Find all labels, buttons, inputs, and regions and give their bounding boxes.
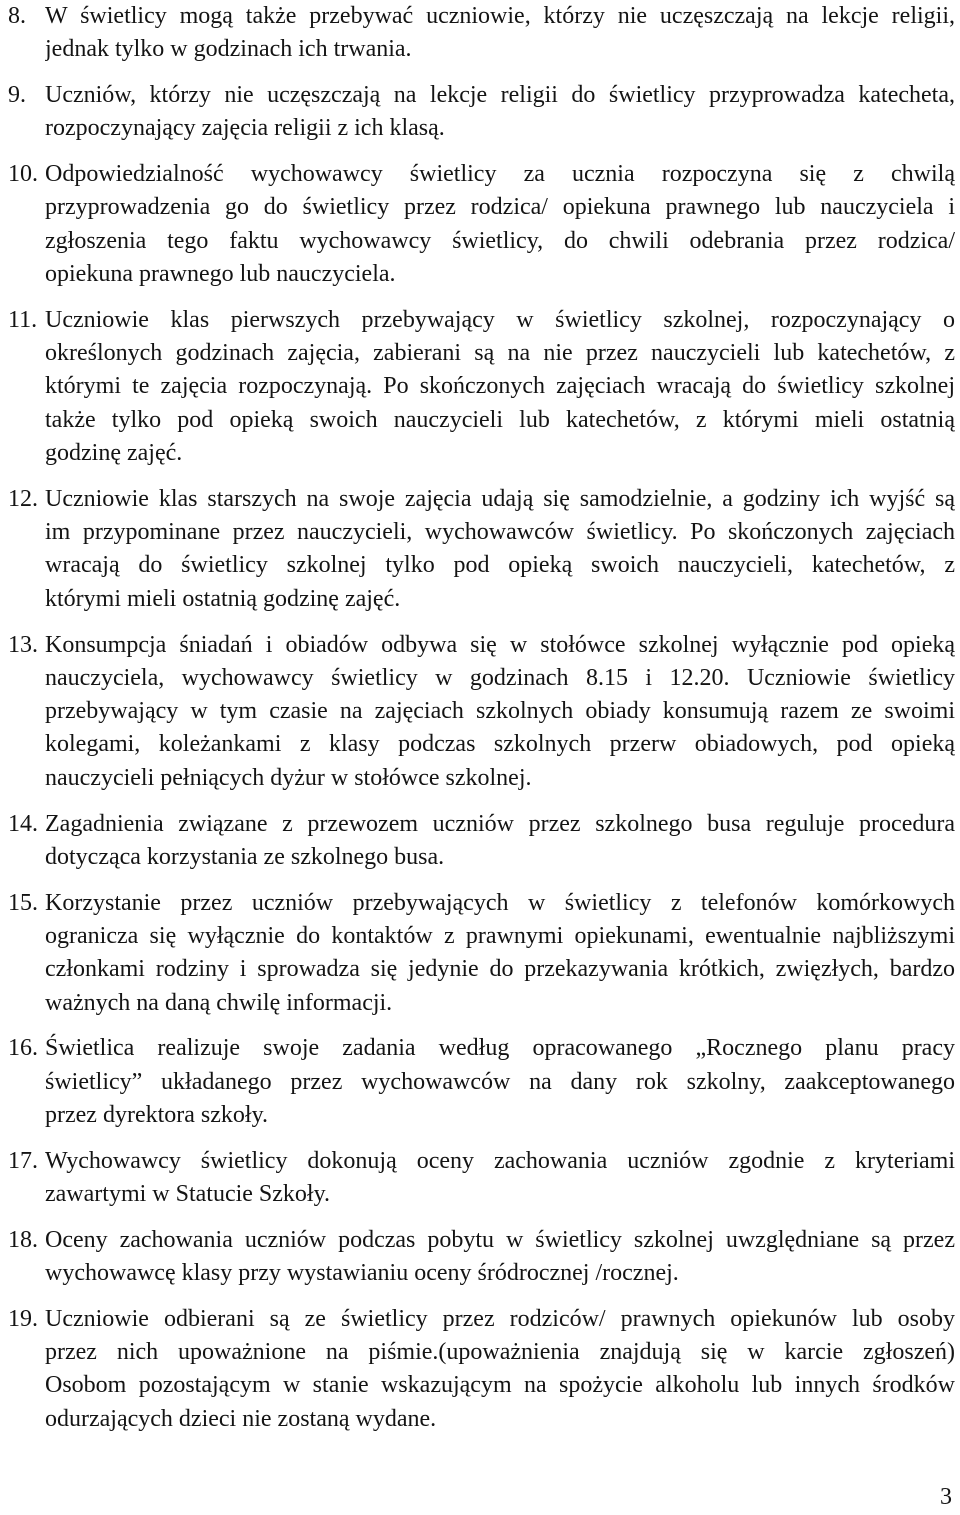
item-text-line: Wychowawcy świetlicy dokonują oceny zachowania uczniów zgodnie z kryteriami: [45, 1147, 955, 1174]
list-item-14: [0, 808, 960, 875]
item-text: [45, 629, 955, 795]
item-text: [45, 808, 955, 875]
item-text-line: przyprowadzenia go do świetlicy przez rodzica/ opiekuna prawnego lub nauczyciela i: [45, 194, 955, 221]
item-text-line: Uczniowie klas pierwszych przebywający w świetlicy szkolnej, rozpoczynający o: [45, 306, 955, 333]
item-text: [45, 1145, 955, 1212]
item-text-line: przebywający w tym czasie na zajęciach szkolnych obiady konsumują razem ze swoimi: [45, 698, 955, 725]
item-text-line: zawartymi w Statucie Szkoły.: [45, 1181, 331, 1207]
list-item-9: [0, 79, 960, 146]
item-text-line: godzinę zajęć.: [45, 440, 183, 467]
list-item-16: [0, 1032, 960, 1132]
item-text: [45, 304, 955, 470]
item-number: 15.: [8, 889, 38, 916]
item-number: 10.: [8, 161, 38, 188]
list-item-12: [0, 483, 960, 616]
item-text-line: im przypominane przez nauczycieli, wychowawców świetlicy. Po skończonych zajęciach: [45, 519, 955, 546]
item-text-line: zgłoszenia tego faktu wychowawcy świetlicy, do chwili odebrania przez rodzica/: [45, 227, 955, 254]
item-text-line: także tylko pod opieką swoich nauczycieli lub katechetów, z którymi mieli ostatnią: [45, 406, 955, 433]
list-item-13: [0, 629, 960, 795]
list-item-15: [0, 887, 960, 1020]
item-text-line: nauczyciela, wychowawcy świetlicy w godzinach 8.15 i 12.20. Uczniowie świetlicy: [45, 664, 955, 691]
item-text-line: W świetlicy mogą także przebywać uczniowie, którzy nie uczęszczają na lekcje religii,: [45, 3, 955, 29]
item-number: 9.: [8, 82, 26, 109]
item-text: [45, 158, 955, 291]
item-text-line: Konsumpcja śniadań i obiadów odbywa się w stołówce szkolnej wyłącznie pod opieką: [45, 631, 955, 658]
item-text: [45, 483, 955, 616]
item-text-line: którymi mieli ostatnią godzinę zajęć.: [45, 585, 401, 612]
item-text: [45, 1032, 955, 1132]
item-text-line: jednak tylko w godzinach ich trwania.: [45, 36, 412, 63]
item-text-line: nauczycieli pełniących dyżur w stołówce szkolnej.: [45, 764, 532, 791]
page-number: 3: [940, 1484, 952, 1510]
item-text-line: Uczniowie odbierani są ze świetlicy przez rodziców/ prawnych opiekunów lub osoby: [45, 1305, 955, 1332]
item-text-line: Odpowiedzialność wychowawcy świetlicy za ucznia rozpoczyna się z chwilą: [45, 161, 955, 188]
item-text: [45, 1303, 955, 1436]
item-text-line: którymi te zajęcia rozpoczynają. Po skończonych zajęciach wracają do świetlicy szkolnej: [45, 373, 955, 400]
item-text-line: Oceny zachowania uczniów podczas pobytu w świetlicy szkolnej uwzględniane są przez: [45, 1226, 955, 1253]
item-text: [45, 79, 955, 146]
item-number: 8.: [8, 3, 26, 29]
item-text-line: Korzystanie przez uczniów przebywających w świetlicy z telefonów komórkowych: [45, 889, 955, 916]
item-text-line: świetlicy” układanego przez wychowawców na dany rok szkolny, zaakceptowanego: [45, 1068, 955, 1095]
item-text-line: kolegami, koleżankami z klasy podczas szkolnych przerw obiadowych, pod opieką: [45, 731, 955, 758]
item-text-line: ogranicza się wyłącznie do kontaktów z prawnymi opiekunami, ewentualnie najbliższymi: [45, 922, 955, 949]
item-number: 14.: [8, 810, 38, 837]
item-text-line: przez nich upoważnione na piśmie.(upoważnienia znajdują się w karcie zgłoszeń): [45, 1339, 955, 1366]
item-text-line: Świetlica realizuje swoje zadania według opracowanego „Rocznego planu pracy: [45, 1035, 955, 1062]
item-text-line: określonych godzinach zajęcia, zabierani są na nie przez nauczycieli lub katechetów, z: [45, 340, 955, 367]
item-number: 18.: [8, 1226, 38, 1253]
item-text: [45, 1224, 955, 1291]
list-item-17: [0, 1145, 960, 1212]
item-text-line: odurzających dzieci nie zostaną wydane.: [45, 1405, 437, 1432]
item-number: 12.: [8, 485, 38, 512]
item-text-line: przez dyrektora szkoły.: [45, 1101, 269, 1128]
item-text-line: członkami rodziny i sprowadza się jedynie do przekazywania krótkich, zwięzłych, bardzo: [45, 956, 955, 983]
item-number: 16.: [8, 1035, 38, 1062]
list-item-10: [0, 158, 960, 291]
item-text-line: rozpoczynający zajęcia religii z ich klasą.: [45, 115, 445, 142]
item-text-line: opiekuna prawnego lub nauczyciela.: [45, 261, 396, 288]
list-item-18: [0, 1224, 960, 1291]
item-text-line: Zagadnienia związane z przewozem uczniów przez szkolnego busa reguluje procedura: [45, 810, 955, 837]
item-text-line: Uczniów, którzy nie uczęszczają na lekcje religii do świetlicy przyprowadza katecheta,: [45, 82, 955, 109]
item-number: 17.: [8, 1147, 38, 1174]
list-item-11: [0, 304, 960, 470]
item-text-line: Uczniowie klas starszych na swoje zajęcia udają się samodzielnie, a godziny ich wyjść są: [45, 485, 955, 512]
item-text: [45, 0, 955, 67]
item-number: 19.: [8, 1305, 38, 1332]
list-item-8: [0, 0, 960, 67]
item-text-line: ważnych na daną chwilę informacji.: [45, 989, 393, 1016]
list-item-19: [0, 1303, 960, 1436]
item-text-line: Osobom pozostającym w stanie wskazującym na spożycie alkoholu lub innych środków: [45, 1372, 955, 1399]
item-number: 13.: [8, 631, 38, 658]
item-text-line: wychowawcę klasy przy wystawianiu oceny śródrocznej /rocznej.: [45, 1260, 679, 1287]
item-text: [45, 887, 955, 1020]
item-text-line: wracają do świetlicy szkolnej tylko pod opieką swoich nauczycieli, katechetów, z: [45, 552, 955, 579]
item-text-line: dotycząca korzystania ze szkolnego busa.: [45, 843, 445, 870]
item-number: 11.: [8, 306, 38, 333]
